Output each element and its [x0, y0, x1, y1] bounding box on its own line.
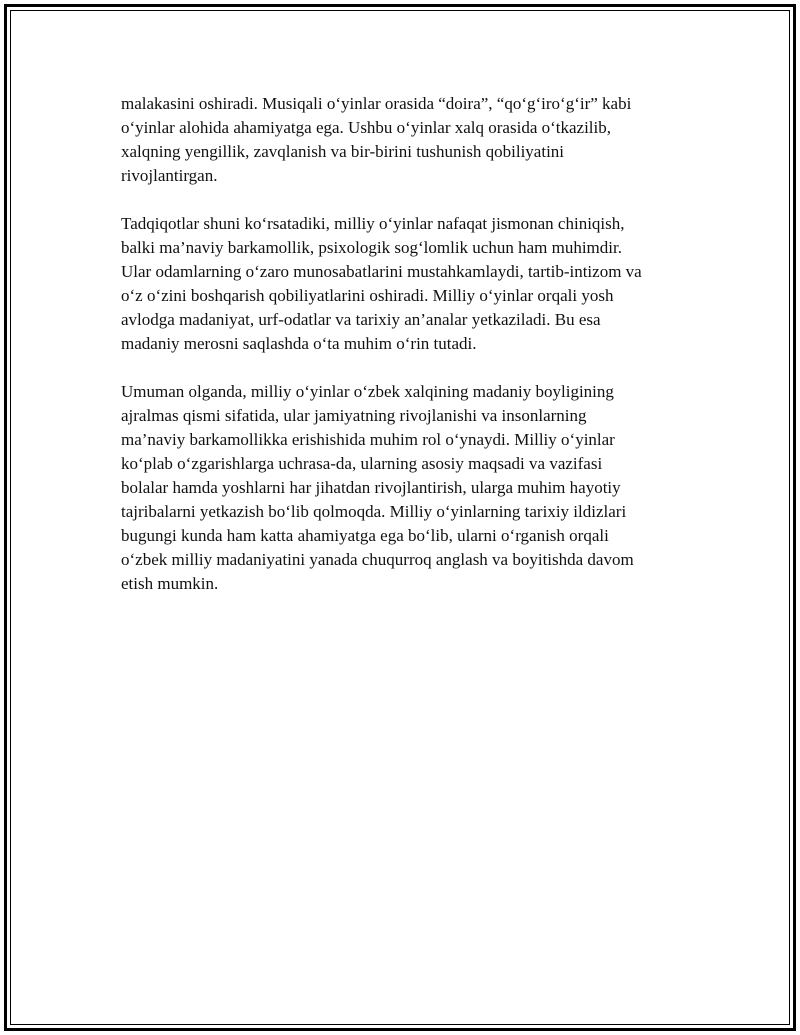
text-line: o‘z o‘zini boshqarish qobiliyatlarini oshiradi. Milliy o‘yinlar orqali yosh — [121, 286, 614, 305]
text-line: malakasini oshiradi. Musiqali o‘yinlar orasida “doira”, “qo‘g‘iro‘g‘ir” kabi — [121, 94, 632, 113]
text-line: ajralmas qismi sifatida, ular jamiyatning rivojlanishi va insonlarning — [121, 406, 587, 425]
text-line: Ular odamlarning o‘zaro munosabatlarini mustahkamlaydi, tartib-intizom va — [121, 262, 642, 281]
text-line: o‘yinlar alohida ahamiyatga ega. Ushbu o‘yinlar xalq orasida o‘tkazilib, — [121, 118, 612, 137]
text-line: Umuman olganda, milliy o‘yinlar o‘zbek xalqining madaniy boyligining — [121, 382, 614, 401]
text-line: madaniy merosni saqlashda o‘ta muhim o‘rin tutadi. — [121, 334, 477, 353]
text-line: ma’naviy barkamollikka erishishida muhim rol o‘ynaydi. Milliy o‘yinlar — [121, 430, 615, 449]
text-line: etish mumkin. — [121, 574, 219, 593]
text-line: avlodga madaniyat, urf-odatlar va tarixiy an’analar yetkaziladi. Bu esa — [121, 310, 601, 329]
paragraph-2 — [121, 212, 711, 356]
page-frame — [4, 4, 796, 1031]
paragraph-3 — [121, 380, 711, 596]
text-line: balki ma’naviy barkamollik, psixologik sog‘lomlik uchun ham muhimdir. — [121, 238, 622, 257]
text-line: xalqning yengillik, zavqlanish va bir-birini tushunish qobiliyatini — [121, 142, 565, 161]
paragraph-1 — [121, 92, 711, 188]
text-line: rivojlantirgan. — [121, 166, 218, 185]
text-line: ko‘plab o‘zgarishlarga uchrasa-da, ularning asosiy maqsadi va vazifasi — [121, 454, 603, 473]
text-line: bolalar hamda yoshlarni har jihatdan rivojlantirish, ularga muhim hayotiy — [121, 478, 621, 497]
document-body — [121, 92, 711, 620]
text-line: tajribalarni yetkazish bo‘lib qolmoqda. Milliy o‘yinlarning tarixiy ildizlari — [121, 502, 627, 521]
text-line: o‘zbek milliy madaniyatini yanada chuqurroq anglash va boyitishda davom — [121, 550, 634, 569]
text-line: bugungi kunda ham katta ahamiyatga ega bo‘lib, ularni o‘rganish orqali — [121, 526, 609, 545]
text-line: Tadqiqotlar shuni ko‘rsatadiki, milliy o‘yinlar nafaqat jismonan chiniqish, — [121, 214, 625, 233]
